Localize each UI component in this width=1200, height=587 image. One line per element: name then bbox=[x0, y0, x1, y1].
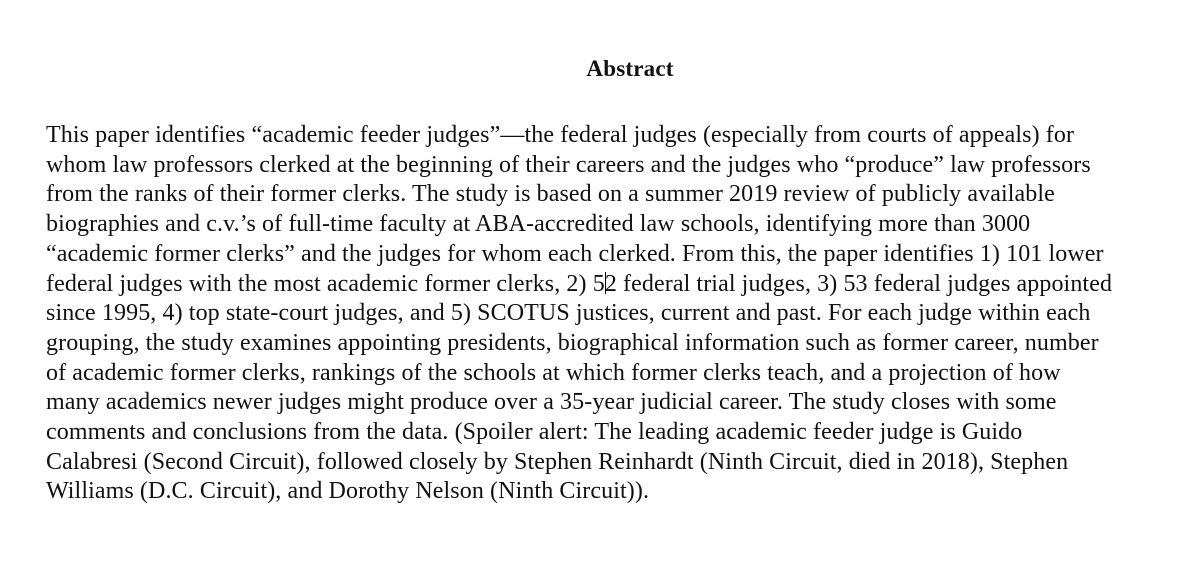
abstract-line-part: federal judges with the most academic former clerks, 2) 5 bbox=[46, 270, 605, 297]
abstract-line: from the ranks of their former clerks. The study is based on a summer 2019 review of publicly available bbox=[46, 181, 1055, 208]
abstract-heading: Abstract bbox=[586, 56, 674, 81]
abstract-line-with-caret bbox=[46, 270, 1200, 300]
abstract-line: of academic former clerks, rankings of the schools at which former clerks teach, and a projection of how bbox=[46, 359, 1061, 386]
abstract-line: grouping, the study examines appointing presidents, biographical information such as former career, number bbox=[46, 329, 1099, 356]
abstract-line: This paper identifies “academic feeder judges”—the federal judges (especially from courts of appeals) for bbox=[46, 122, 1075, 148]
abstract-line: Calabresi (Second Circuit), followed closely by Stephen Reinhardt (Ninth Circuit, died in 2018), Stephen bbox=[46, 448, 1069, 475]
abstract-line: since 1995, 4) top state-court judges, and 5) SCOTUS justices, current and past. For each judge within each bbox=[46, 300, 1091, 327]
abstract-text[interactable] bbox=[46, 121, 1200, 541]
abstract-line: whom law professors clerked at the beginning of their careers and the judges who “produce” law professors bbox=[46, 151, 1091, 178]
abstract-line: comments and conclusions from the data. (Spoiler alert: The leading academic feeder judge is Guido bbox=[46, 419, 1023, 446]
abstract-line: Williams (D.C. Circuit), and Dorothy Nelson (Ninth Circuit)). bbox=[46, 478, 650, 505]
abstract-line: biographies and c.v.’s of full-time faculty at ABA-accredited law schools, identifying more than 3000 bbox=[46, 211, 1031, 238]
abstract-line: “academic former clerks” and the judges for whom each clerked. From this, the paper identifies 1) 101 lower bbox=[46, 240, 1104, 267]
abstract-line: many academics newer judges might produce over a 35-year judicial career. The study closes with some bbox=[46, 389, 1057, 416]
abstract-line-part: 2 federal trial judges, 3) 53 federal judges appointed bbox=[604, 270, 1113, 297]
